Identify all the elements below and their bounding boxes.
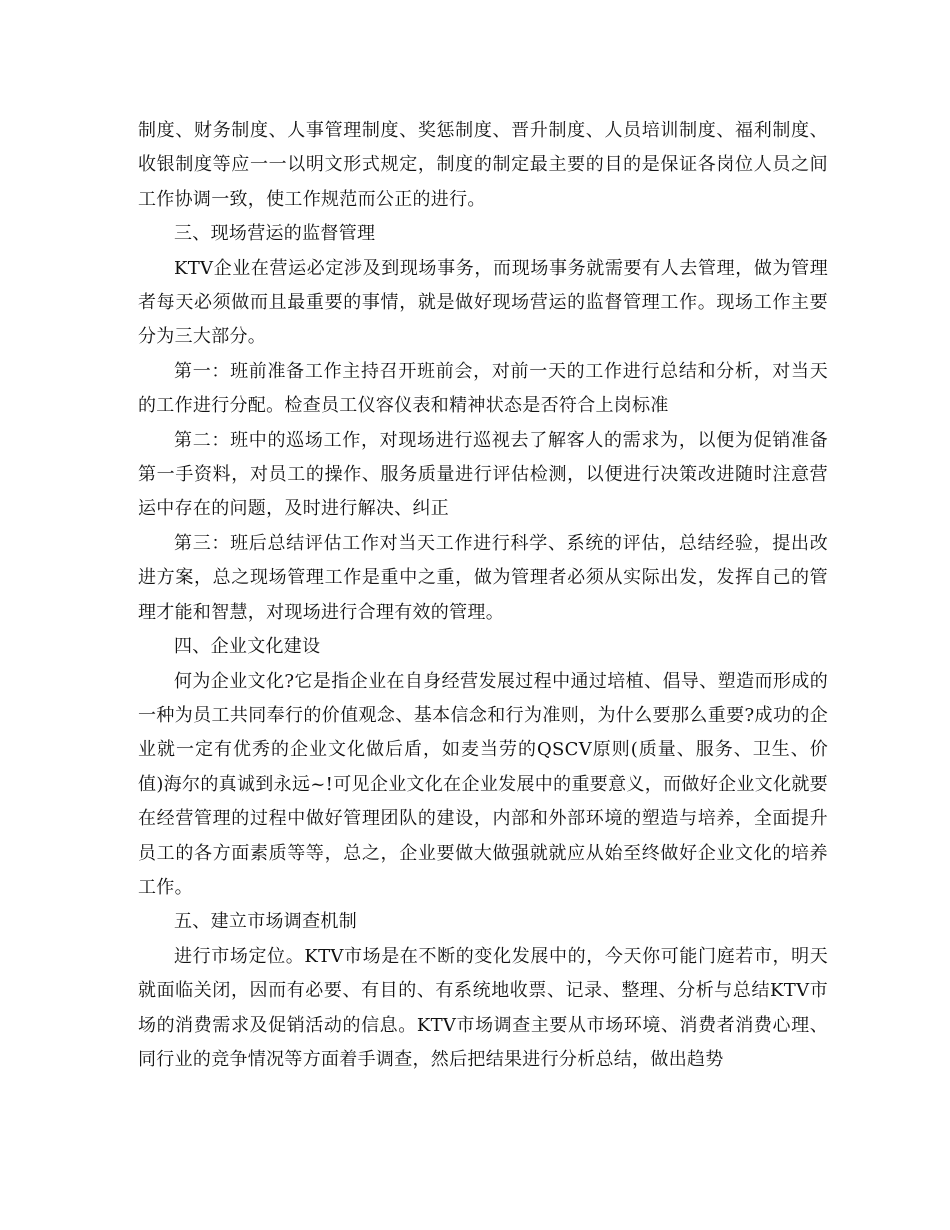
paragraph-step-1: 第一：班前准备工作主持召开班前会，对前一天的工作进行总结和分析，对当天的工作进行分配。检查员工仪容仪表和精神状态是否符合上岗标准 [138,360,828,417]
paragraph-market-research: 进行市场定位。KTV市场是在不断的变化发展中的，今天你可能门庭若市，明天就面临关闭，因而有必要、有目的、有系统地收票、记录、整理、分析与总结KTV市场的消费需求及促销活动的信息。KTV市场调查主要从市场环境、消费者消费心理、同行业的竞争情况等方面着手调查，然后把结果进行分析总结，做出趋势 [138,945,828,1070]
paragraph-corporate-culture: 何为企业文化?它是指企业在自身经营发展过程中通过培植、倡导、塑造而形成的一种为员工共同奉行的价值观念、基本信念和行为准则，为什么要那么重要?成功的企业就一定有优秀的企业文化做后盾，如麦当劳的QSCV原则(质量、服务、卫生、价值)海尔的真诚到永远~!可见企业文化在企业发展中的重要意义，而做好企业文化就要在经营管理的过程中做好管理团队的建设，内部和外部环境的塑造与培养，全面提升员工的各方面素质等等，总之，企业要做大做强就就应从始至终做好企业文化的培养工作。 [138,670,828,898]
paragraph-onsite-management: KTV企业在营运必定涉及到现场事务，而现场事务就需要有人去管理，做为管理者每天必须做而且最重要的事情，就是做好现场营运的监督管理工作。现场工作主要分为三大部分。 [138,257,828,348]
section-heading-3: 三、现场营运的监督管理 [174,223,376,245]
paragraph-regulations: 制度、财务制度、人事管理制度、奖惩制度、晋升制度、人员培训制度、福利制度、收银制度等应一一以明文形式规定，制度的制定最主要的目的是保证各岗位人员之间工作协调一致，使工作规范而公正的进行。 [138,120,828,210]
document-body [138,114,828,1077]
section-heading-4: 四、企业文化建设 [174,636,321,658]
section-heading-5: 五、建立市场调查机制 [174,911,357,933]
paragraph-step-2: 第二：班中的巡场工作，对现场进行巡视去了解客人的需求为，以便为促销准备第一手资料，对员工的操作、服务质量进行评估检测，以便进行决策改进随时注意营运中存在的问题，及时进行解决、纠正 [138,429,828,520]
paragraph-step-3: 第三：班后总结评估工作对当天工作进行科学、系统的评估，总结经验，提出改进方案，总之现场管理工作是重中之重，做为管理者必须从实际出发，发挥自己的管理才能和智慧，对现场进行合理有效的管理。 [138,532,828,623]
